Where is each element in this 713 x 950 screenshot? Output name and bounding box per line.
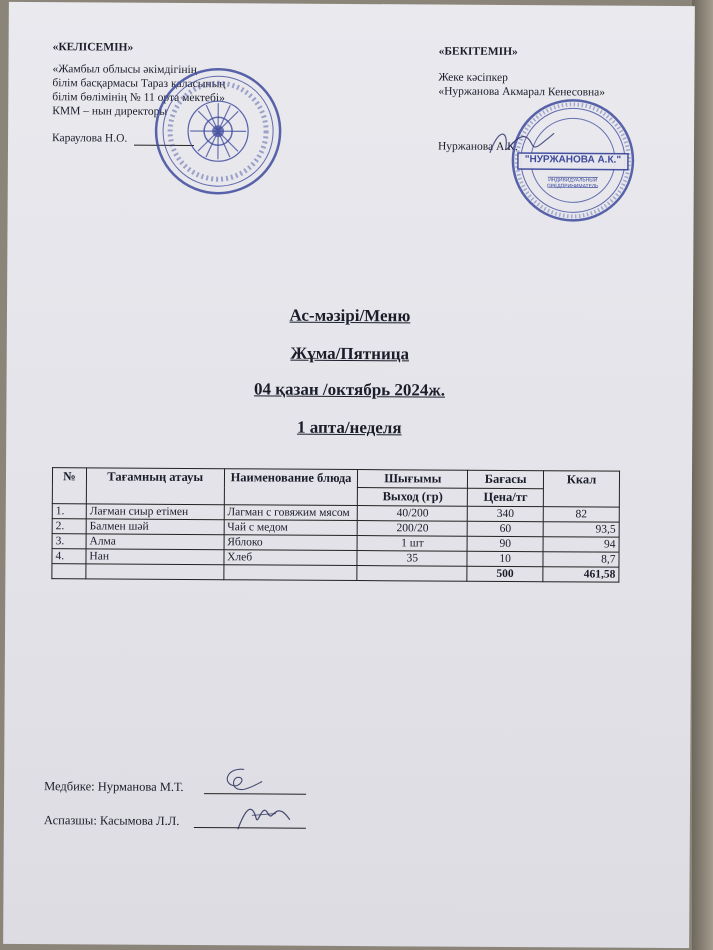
cook-signature-icon (232, 797, 292, 835)
table-total-row (52, 564, 619, 582)
header-num: № (52, 468, 86, 504)
right-header-line1: Жеке кәсіпкер (438, 71, 508, 84)
left-header-line1: «Жамбыл облысы әкімдігінің (52, 63, 197, 77)
right-signer: Нуржанова А.К. (437, 140, 518, 154)
stamp-type-text: ИНДИВИДУАЛЬНЫЙ ПРЕДПРИНИМАТЕЛЬ (547, 177, 599, 190)
medic-signature-icon (214, 763, 264, 797)
row-kcal: 93,5 (543, 522, 619, 537)
header-price-ru: Цена/тг (468, 488, 544, 506)
approver-signature-icon (486, 123, 556, 163)
right-header-line2: «Нуржанова Акмарал Кенесовна» (438, 85, 606, 99)
row-name-ru: Лагман с говяжим мясом (224, 505, 358, 521)
total-price: 500 (467, 566, 543, 581)
right-header-title: «БЕКІТЕМІН» (438, 45, 518, 59)
row-name-kz: Алма (86, 534, 224, 550)
menu-title: Ас-мәзірі/Меню (289, 305, 411, 326)
row-name-ru: Чай с медом (224, 520, 358, 536)
row-yield: 40/200 (358, 506, 468, 522)
total-kcal: 461,58 (543, 567, 619, 582)
row-num: 3. (52, 534, 86, 549)
row-num: 4. (52, 549, 86, 564)
cook-signer: Аспазшы: Касымова Л.Л. (43, 813, 180, 828)
row-name-kz: Балмен шәй (86, 519, 224, 535)
row-kcal: 94 (543, 537, 619, 552)
header-yield-ru: Выход (гр) (358, 488, 468, 507)
menu-table (51, 467, 620, 582)
document-page (3, 2, 695, 948)
row-name-kz: Нан (86, 549, 224, 565)
left-header-line4: КММ – нын директоры (52, 105, 168, 118)
date-title: 04 қазан /октябрь 2024ж. (253, 379, 446, 400)
row-num: 1. (52, 504, 86, 519)
table-header-row (52, 468, 619, 489)
row-num: 2. (52, 519, 86, 534)
row-kcal: 82 (543, 507, 619, 522)
header-kcal: Ккал (543, 471, 619, 507)
left-signer: Караулова Н.О. (52, 132, 128, 145)
row-yield: 35 (357, 551, 467, 567)
row-name-kz: Лағман сиыр етімен (86, 504, 224, 520)
background-edge (692, 0, 713, 950)
left-header-line3: білім бөлімінің № 11 орта мектебі» (52, 91, 225, 105)
left-header-title: «КЕЛІСЕМІН» (52, 41, 134, 54)
row-kcal: 8,7 (543, 552, 619, 567)
header-yield-kz: Шығымы (358, 470, 468, 489)
row-yield: 200/20 (358, 521, 468, 537)
school-stamp-icon (148, 61, 289, 202)
week-title: 1 апта/неделя (296, 417, 402, 438)
medic-signer: Медбике: Нурманова М.Т. (44, 779, 184, 794)
row-price: 10 (467, 551, 543, 566)
header-name-ru: Наименование блюда (224, 469, 358, 506)
row-name-ru: Яблоко (224, 535, 358, 551)
day-title: Жұма/Пятница (290, 343, 410, 364)
row-price: 90 (467, 536, 543, 551)
row-name-ru: Хлеб (224, 550, 358, 566)
header-name-kz: Тағамның атауы (86, 468, 224, 505)
left-header-line2: білім басқармасы Тараз қаласының (52, 77, 226, 91)
stamp-name-text: "НУРЖАНОВА А.К." (524, 154, 622, 166)
row-price: 60 (467, 521, 543, 536)
header-price-kz: Бағасы (468, 470, 544, 488)
row-yield: 1 шт (357, 536, 467, 552)
row-price: 340 (467, 506, 543, 521)
